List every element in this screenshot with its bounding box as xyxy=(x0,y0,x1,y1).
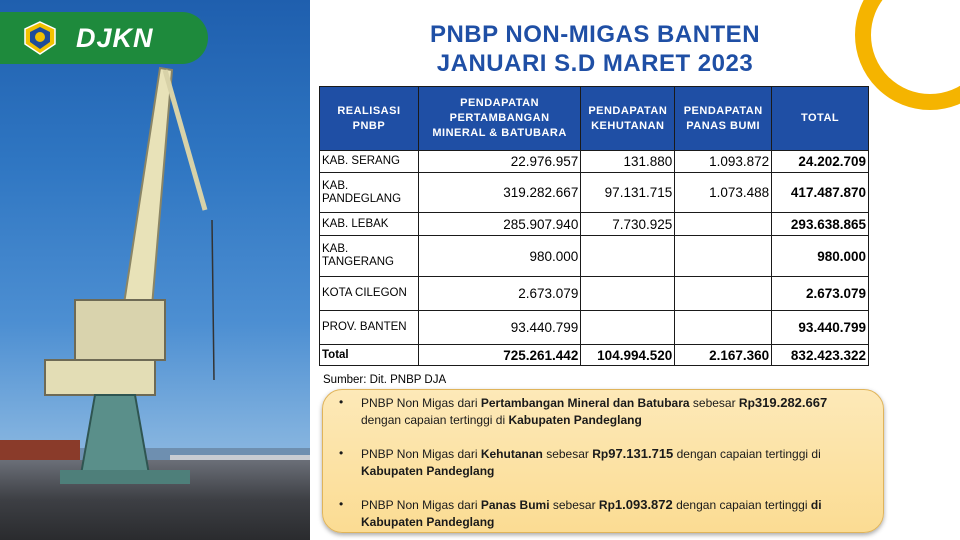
row-kehutanan: 131.880 xyxy=(581,151,675,173)
row-total: 980.000 xyxy=(772,236,869,277)
row-panas-bumi xyxy=(675,311,772,345)
harbor-crane-photo xyxy=(0,0,310,540)
table-total-row xyxy=(320,345,869,366)
row-mineral: 319.282.667 xyxy=(418,173,580,213)
row-mineral: 2.673.079 xyxy=(418,277,580,311)
title-line-2: JANUARI S.D MARET 2023 xyxy=(436,50,754,77)
row-region: KAB. LEBAK xyxy=(320,213,419,236)
note-region: di Kabupaten Pandeglang xyxy=(361,498,822,529)
note-text: sebesar xyxy=(549,498,599,512)
note-text: dengan capaian tertinggi di xyxy=(673,447,821,461)
row-mineral: 980.000 xyxy=(418,236,580,277)
bullet-icon: • xyxy=(339,446,344,460)
row-total: 417.487.870 xyxy=(772,173,869,213)
row-total: 24.202.709 xyxy=(772,151,869,173)
grand-total: 832.423.322 xyxy=(772,345,869,366)
pnbp-table xyxy=(319,86,869,366)
row-region: KAB. TANGERANG xyxy=(320,236,419,277)
note-region: Kabupaten Pandeglang xyxy=(508,413,642,427)
note-currency: Rp xyxy=(598,498,615,512)
note-sector: Panas Bumi xyxy=(480,498,550,512)
table-row xyxy=(320,173,869,213)
row-panas-bumi: 1.093.872 xyxy=(675,151,772,173)
header-mineral: PENDAPATAN PERTAMBANGAN MINERAL & BATUBARA xyxy=(418,87,580,151)
decorative-ring xyxy=(855,0,960,110)
row-kehutanan: 97.131.715 xyxy=(581,173,675,213)
row-panas-bumi xyxy=(675,277,772,311)
row-panas-bumi xyxy=(675,236,772,277)
note-sector: Kehutanan xyxy=(480,447,543,461)
bullet-icon: • xyxy=(339,497,344,511)
djkn-logo-bar xyxy=(0,12,208,64)
row-kehutanan xyxy=(581,236,675,277)
header-panas-bumi: PENDAPATAN PANAS BUMI xyxy=(675,87,772,151)
total-kehutanan: 104.994.520 xyxy=(581,345,675,366)
page-title xyxy=(330,20,860,78)
total-mineral: 725.261.442 xyxy=(418,345,580,366)
title-line-1: PNBP NON-MIGAS BANTEN xyxy=(429,21,761,48)
row-kehutanan: 7.730.925 xyxy=(581,213,675,236)
note-text: PNBP Non Migas dari xyxy=(361,447,481,461)
note-amount: 1.093.872 xyxy=(614,497,673,512)
note-currency: Rp xyxy=(592,447,609,461)
table-row xyxy=(320,151,869,173)
note-amount: 319.282.667 xyxy=(754,395,828,410)
note-text: dengan capaian tertinggi di xyxy=(361,413,509,427)
row-mineral: 93.440.799 xyxy=(418,311,580,345)
table-row xyxy=(320,236,869,277)
bullet-icon: • xyxy=(339,395,344,409)
row-total: 293.638.865 xyxy=(772,213,869,236)
note-item xyxy=(337,496,869,531)
row-kehutanan xyxy=(581,311,675,345)
row-total: 93.440.799 xyxy=(772,311,869,345)
note-currency: Rp xyxy=(738,396,755,410)
row-region: KOTA CILEGON xyxy=(320,277,419,311)
note-text: PNBP Non Migas dari xyxy=(361,498,481,512)
note-region: Kabupaten Pandeglang xyxy=(361,464,495,478)
source-note: Sumber: Dit. PNBP DJA xyxy=(323,374,447,386)
row-total: 2.673.079 xyxy=(772,277,869,311)
row-mineral: 22.976.957 xyxy=(418,151,580,173)
note-item xyxy=(337,445,869,480)
note-amount: 97.131.715 xyxy=(608,446,674,461)
header-total: TOTAL xyxy=(772,87,869,151)
table-row xyxy=(320,277,869,311)
table-header-row xyxy=(320,87,869,151)
table-row xyxy=(320,311,869,345)
header-kehutanan: PENDAPATAN KEHUTANAN xyxy=(581,87,675,151)
total-label: Total xyxy=(320,345,419,366)
note-text: sebesar xyxy=(689,396,739,410)
note-sector: Pertambangan Mineral dan Batubara xyxy=(480,396,690,410)
kemenkeu-emblem-icon xyxy=(22,20,58,56)
note-text: PNBP Non Migas dari xyxy=(361,396,481,410)
row-region: PROV. BANTEN xyxy=(320,311,419,345)
note-item xyxy=(337,394,869,429)
total-panas-bumi: 2.167.360 xyxy=(675,345,772,366)
note-text: dengan capaian tertinggi xyxy=(672,498,811,512)
row-region: KAB. SERANG xyxy=(320,151,419,173)
djkn-logo-text: DJKN xyxy=(76,22,154,53)
note-text: sebesar xyxy=(542,447,593,461)
summary-notes-box xyxy=(322,389,884,533)
table-row xyxy=(320,213,869,236)
header-realisasi: REALISASI PNBP xyxy=(320,87,419,151)
row-kehutanan xyxy=(581,277,675,311)
row-region: KAB. PANDEGLANG xyxy=(320,173,419,213)
row-mineral: 285.907.940 xyxy=(418,213,580,236)
row-panas-bumi xyxy=(675,213,772,236)
crane-illustration xyxy=(0,0,310,540)
row-panas-bumi: 1.073.488 xyxy=(675,173,772,213)
